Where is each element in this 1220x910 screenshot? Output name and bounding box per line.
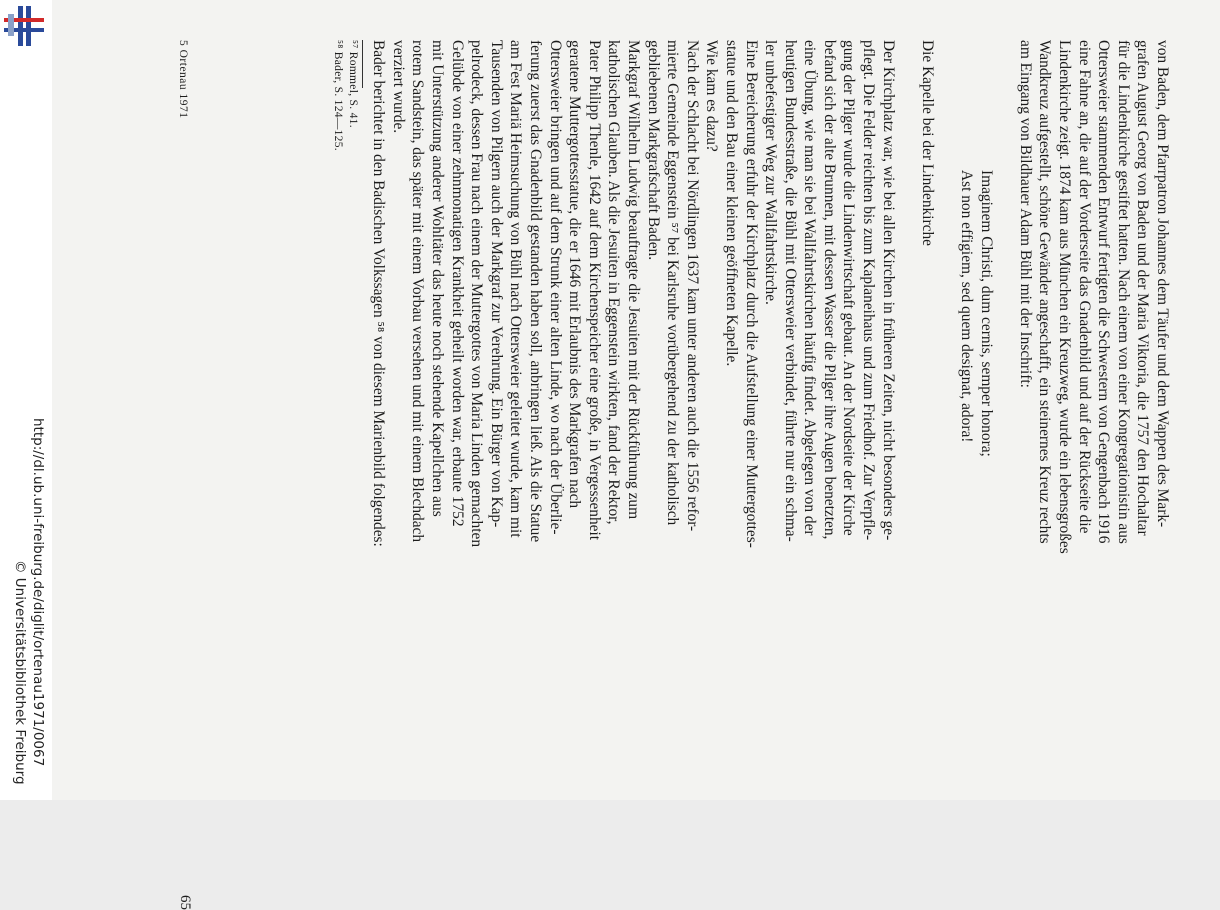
page-content — [172, 40, 1172, 910]
text-line: Pater Philipp Thenle, 1642 auf dem Kirchenspeicher eine große, in Vergessenheit — [585, 40, 603, 541]
text-line: gebliebenen Markgrafschaft Baden. — [644, 40, 662, 261]
text-line: Bader berichtet in den Badischen Volkssagen ⁵⁸ von diesem Marienbild folgendes: — [370, 40, 388, 547]
text-line: eine Übung, wie man sie bei Wallfahrtskirchen häufig findet. Abgelegen von der — [801, 40, 819, 536]
text-line: Ottersweier bringen und auf dem Strunk einer alten Linde, wo nach der Überlie- — [546, 40, 564, 535]
text-line: Tausenden von Pilgern auch der Markgraf zur Verehrung. Ein Bürger von Kap- — [487, 40, 505, 528]
footer-journal: 5 Ortenau 1971 — [177, 40, 189, 119]
text-line: pelrodeck, dessen Frau nach einem der Muttergottes von Maria Linden gemachten — [468, 40, 486, 548]
footnote: ⁵⁸ Bader, S. 124—125. — [331, 40, 344, 151]
text-line: ler unbefestigter Weg zur Wallfahrtskirche. — [762, 40, 780, 305]
text-line: eine Fahne an, die auf der Vorderseite das Gnadenbild und auf der Rückseite die — [1075, 40, 1093, 534]
viewer-sidebar — [0, 0, 52, 800]
quote-line: Imaginem Christi, dum cernis, semper honora; — [977, 170, 995, 457]
latin-inscription — [956, 40, 995, 740]
text-line: Gelübde von einer zehnmonatigen Krankheit geheilt worden war, erbaute 1752 — [448, 40, 466, 527]
text-line: Der Kirchplatz war, wie bei allen Kirchen in früheren Zeiten, nicht besonders ge- — [879, 40, 897, 541]
footnote: ⁵⁷ Rommel, S. 41. — [346, 40, 359, 128]
text-line: statue und den Bau einer kleinen geöffneten Kapelle. — [722, 40, 740, 367]
text-line: mierte Gemeinde Eggenstein ⁵⁷ bei Karlsruhe vorübergehend zu der katholisch — [664, 40, 682, 526]
paragraph-main — [369, 40, 898, 740]
text-line: Wie kam es dazu? — [703, 40, 721, 152]
text-line: rotem Sandstein, das später mit einem Vorbau versehen und mit einem Blechdach — [409, 40, 427, 543]
text-line: Eine Bereicherung erfuhr der Kirchplatz durch die Aufstellung einer Muttergottes- — [742, 40, 760, 548]
text-line: Wandkreuz aufgestellt, schöne Gewänder angeschafft, ein steinernes Kreuz rechts — [1036, 40, 1054, 544]
text-line: am Fest Mariä Heimsuchung von Bühl nach Ottersweier geleitet wurde, kam mit — [507, 40, 525, 538]
page-number: 65 — [177, 895, 193, 910]
text-line: Lindenkirche zeigt. 1874 kam aus München ein Kreuzweg, wurde ein lebensgroßes — [1056, 40, 1074, 554]
text-line: katholischen Glauben. Als die Jesuiten in Eggenstein wirkten, fand der Rektor, — [605, 40, 623, 525]
text-line: Markgraf Wilhelm Ludwig beauftragte die Jesuiten mit der Rückführung zum — [624, 40, 642, 520]
text-line: geratene Muttergottesstatue, die er 1646 mit Erlaubnis des Markgrafen nach — [566, 40, 584, 509]
scanned-page — [52, 0, 1220, 910]
text-line: grafen August Georg von Baden und der Maria Viktoria, die 1757 den Hochaltar — [1134, 40, 1152, 536]
text-line: heutigen Bundesstraße, die Bühl mit Ottersweier verbindet, führte nur ein schma- — [781, 40, 799, 542]
text-line: mit Unterstützung anderer Wohltäter das heute noch stehende Kapellchen aus — [429, 40, 447, 517]
copyright-text: © Universitätsbibliothek Freiburg — [12, 560, 28, 785]
source-url[interactable]: http://dl.ub.uni-freiburg.de/diglit/ortenau1971/0067 — [30, 418, 46, 767]
text-line: gung der Pilger wurde die Lindenwirtschaft gebaut. An der Nordseite der Kirche — [840, 40, 858, 536]
text-line: verziert wurde. — [389, 40, 407, 134]
section-heading: Die Kapelle bei der Lindenkirche — [918, 40, 936, 246]
text-line: Nach der Schlacht bei Nördlingen 1637 kam unter anderen auch die 1556 refor- — [683, 40, 701, 532]
text-line: ferung zuerst das Gnadenbild gestanden haben soll, anbringen ließ. Als die Statue — [527, 40, 544, 543]
footnote-rule — [362, 40, 363, 88]
paragraph-intro — [1015, 40, 1172, 740]
footnotes — [330, 40, 360, 740]
ub-freiburg-logo-icon — [4, 6, 44, 46]
text-line: befand sich der alte Brunnen, mit dessen Wasser die Pilger ihre Augen benetzten, — [820, 40, 838, 540]
quote-line: Ast non effigiem, sed quem designat, adora! — [958, 170, 976, 443]
text-line: am Eingang von Bildhauer Adam Bühl mit der Inschrift: — [1016, 40, 1034, 388]
text-line: pflegt. Die Felder reichten bis zum Kaplaneihaus und zum Friedhof. Zur Verpfle- — [860, 40, 878, 541]
sidebar-text — [12, 50, 48, 795]
text-line: für die Lindenkirche gestiftet hatten. Nach einem von einer Kongregationistin aus — [1114, 40, 1132, 544]
text-line: Ottersweier stammenden Entwurf fertigten die Schwestern von Gengenbach 1916 — [1095, 40, 1113, 544]
text-line: von Baden, dem Pfarrpatron Johannes dem Täufer und dem Wappen des Mark- — [1154, 40, 1171, 528]
